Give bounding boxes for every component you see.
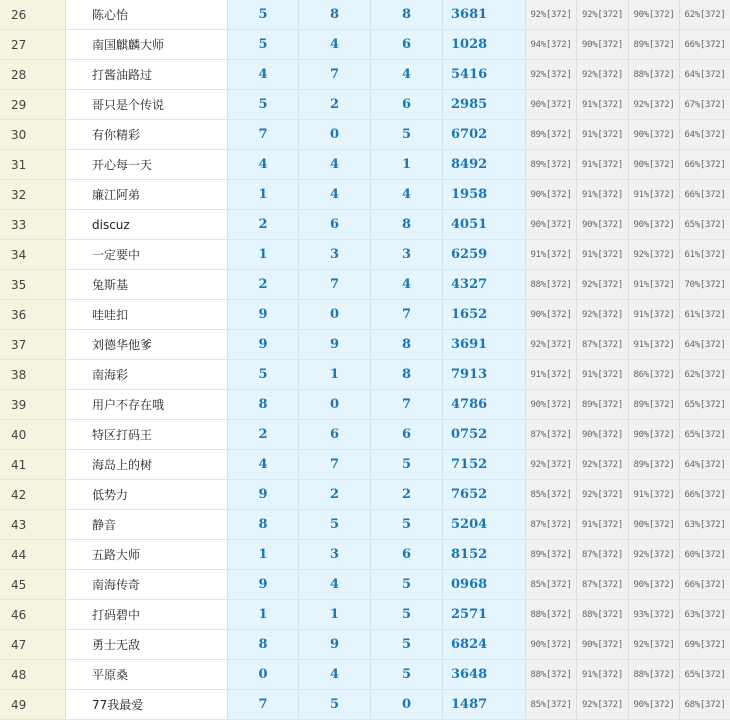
accuracy-4-cell: 62%[372]	[680, 0, 730, 30]
code-cell: 3648	[443, 660, 526, 690]
table-row	[0, 390, 730, 420]
username-cell[interactable]: 廉江阿弟	[66, 180, 228, 210]
accuracy-1-cell: 90%[372]	[526, 180, 577, 210]
digit-1-cell: 5	[228, 360, 299, 390]
accuracy-3-cell: 90%[372]	[629, 570, 680, 600]
rank-cell: 43	[0, 510, 66, 540]
username-cell[interactable]: 平原桑	[66, 660, 228, 690]
accuracy-4-cell: 64%[372]	[680, 120, 730, 150]
code-cell: 3681	[443, 0, 526, 30]
accuracy-1-cell: 90%[372]	[526, 300, 577, 330]
digit-1-cell: 4	[228, 150, 299, 180]
code-cell: 7913	[443, 360, 526, 390]
accuracy-1-cell: 90%[372]	[526, 390, 577, 420]
code-cell: 3691	[443, 330, 526, 360]
rank-cell: 40	[0, 420, 66, 450]
username-cell[interactable]: 开心每一天	[66, 150, 228, 180]
accuracy-2-cell: 91%[372]	[577, 180, 629, 210]
digit-1-cell: 1	[228, 600, 299, 630]
accuracy-4-cell: 66%[372]	[680, 570, 730, 600]
accuracy-2-cell: 92%[372]	[577, 270, 629, 300]
accuracy-1-cell: 94%[372]	[526, 30, 577, 60]
table-row	[0, 270, 730, 300]
username-cell[interactable]: 打码碧中	[66, 600, 228, 630]
digit-2-cell: 4	[299, 30, 371, 60]
digit-1-cell: 1	[228, 240, 299, 270]
accuracy-1-cell: 91%[372]	[526, 240, 577, 270]
username-cell[interactable]: 有你精彩	[66, 120, 228, 150]
accuracy-4-cell: 64%[372]	[680, 450, 730, 480]
username-cell[interactable]: 静音	[66, 510, 228, 540]
digit-1-cell: 2	[228, 210, 299, 240]
digit-2-cell: 4	[299, 570, 371, 600]
rank-cell: 37	[0, 330, 66, 360]
digit-2-cell: 1	[299, 360, 371, 390]
rank-cell: 31	[0, 150, 66, 180]
code-cell: 6824	[443, 630, 526, 660]
table-row	[0, 600, 730, 630]
accuracy-2-cell: 88%[372]	[577, 600, 629, 630]
accuracy-1-cell: 88%[372]	[526, 660, 577, 690]
digit-3-cell: 4	[371, 270, 443, 300]
accuracy-1-cell: 85%[372]	[526, 480, 577, 510]
digit-3-cell: 8	[371, 360, 443, 390]
digit-1-cell: 5	[228, 90, 299, 120]
digit-1-cell: 9	[228, 570, 299, 600]
digit-1-cell: 8	[228, 630, 299, 660]
username-cell[interactable]: 一定要中	[66, 240, 228, 270]
code-cell: 0968	[443, 570, 526, 600]
table-row	[0, 120, 730, 150]
accuracy-3-cell: 89%[372]	[629, 450, 680, 480]
username-cell[interactable]: discuz	[66, 210, 228, 240]
digit-1-cell: 9	[228, 480, 299, 510]
table-row	[0, 330, 730, 360]
digit-3-cell: 8	[371, 0, 443, 30]
rank-cell: 34	[0, 240, 66, 270]
accuracy-1-cell: 87%[372]	[526, 510, 577, 540]
accuracy-1-cell: 85%[372]	[526, 690, 577, 720]
accuracy-2-cell: 90%[372]	[577, 420, 629, 450]
digit-3-cell: 6	[371, 90, 443, 120]
digit-1-cell: 5	[228, 0, 299, 30]
table-row	[0, 60, 730, 90]
digit-1-cell: 7	[228, 120, 299, 150]
digit-2-cell: 0	[299, 120, 371, 150]
username-cell[interactable]: 用户不存在哦	[66, 390, 228, 420]
accuracy-4-cell: 66%[372]	[680, 480, 730, 510]
accuracy-1-cell: 92%[372]	[526, 450, 577, 480]
accuracy-3-cell: 92%[372]	[629, 90, 680, 120]
accuracy-3-cell: 91%[372]	[629, 300, 680, 330]
digit-1-cell: 0	[228, 660, 299, 690]
accuracy-1-cell: 88%[372]	[526, 270, 577, 300]
username-cell[interactable]: 低势力	[66, 480, 228, 510]
accuracy-4-cell: 61%[372]	[680, 240, 730, 270]
digit-3-cell: 5	[371, 570, 443, 600]
table-row	[0, 510, 730, 540]
digit-3-cell: 5	[371, 600, 443, 630]
accuracy-1-cell: 89%[372]	[526, 150, 577, 180]
table-row	[0, 300, 730, 330]
accuracy-2-cell: 91%[372]	[577, 510, 629, 540]
rank-cell: 30	[0, 120, 66, 150]
digit-2-cell: 8	[299, 0, 371, 30]
digit-2-cell: 1	[299, 600, 371, 630]
rank-cell: 28	[0, 60, 66, 90]
digit-1-cell: 8	[228, 510, 299, 540]
digit-3-cell: 5	[371, 120, 443, 150]
digit-1-cell: 2	[228, 420, 299, 450]
accuracy-3-cell: 89%[372]	[629, 30, 680, 60]
accuracy-3-cell: 89%[372]	[629, 390, 680, 420]
table-row	[0, 150, 730, 180]
accuracy-1-cell: 88%[372]	[526, 600, 577, 630]
accuracy-3-cell: 91%[372]	[629, 480, 680, 510]
code-cell: 6259	[443, 240, 526, 270]
accuracy-4-cell: 69%[372]	[680, 630, 730, 660]
code-cell: 2985	[443, 90, 526, 120]
accuracy-4-cell: 63%[372]	[680, 510, 730, 540]
rank-cell: 41	[0, 450, 66, 480]
username-cell[interactable]: 勇士无敌	[66, 630, 228, 660]
accuracy-3-cell: 90%[372]	[629, 690, 680, 720]
digit-2-cell: 2	[299, 90, 371, 120]
username-cell[interactable]: 兔斯基	[66, 270, 228, 300]
digit-2-cell: 7	[299, 60, 371, 90]
digit-3-cell: 5	[371, 450, 443, 480]
table-row	[0, 210, 730, 240]
digit-2-cell: 3	[299, 540, 371, 570]
table-row	[0, 480, 730, 510]
table-row	[0, 660, 730, 690]
code-cell: 2571	[443, 600, 526, 630]
table-row	[0, 540, 730, 570]
digit-2-cell: 9	[299, 630, 371, 660]
accuracy-2-cell: 87%[372]	[577, 570, 629, 600]
digit-3-cell: 1	[371, 150, 443, 180]
accuracy-2-cell: 91%[372]	[577, 360, 629, 390]
accuracy-3-cell: 92%[372]	[629, 240, 680, 270]
digit-1-cell: 1	[228, 540, 299, 570]
accuracy-3-cell: 92%[372]	[629, 540, 680, 570]
accuracy-4-cell: 64%[372]	[680, 60, 730, 90]
accuracy-2-cell: 92%[372]	[577, 60, 629, 90]
code-cell: 4786	[443, 390, 526, 420]
accuracy-3-cell: 90%[372]	[629, 120, 680, 150]
accuracy-1-cell: 87%[372]	[526, 420, 577, 450]
username-cell[interactable]: 哇哇扣	[66, 300, 228, 330]
accuracy-3-cell: 93%[372]	[629, 600, 680, 630]
username-cell[interactable]: 77我最爱	[66, 690, 228, 720]
username-cell[interactable]: 特区打码王	[66, 420, 228, 450]
accuracy-2-cell: 92%[372]	[577, 300, 629, 330]
accuracy-4-cell: 66%[372]	[680, 30, 730, 60]
table-row	[0, 0, 730, 30]
code-cell: 4327	[443, 270, 526, 300]
accuracy-3-cell: 90%[372]	[629, 210, 680, 240]
digit-3-cell: 7	[371, 390, 443, 420]
accuracy-2-cell: 92%[372]	[577, 690, 629, 720]
accuracy-4-cell: 62%[372]	[680, 360, 730, 390]
digit-2-cell: 6	[299, 210, 371, 240]
accuracy-1-cell: 92%[372]	[526, 0, 577, 30]
username-cell[interactable]: 南海彩	[66, 360, 228, 390]
accuracy-1-cell: 90%[372]	[526, 210, 577, 240]
code-cell: 1487	[443, 690, 526, 720]
accuracy-4-cell: 65%[372]	[680, 210, 730, 240]
code-cell: 7152	[443, 450, 526, 480]
digit-2-cell: 4	[299, 660, 371, 690]
accuracy-2-cell: 91%[372]	[577, 240, 629, 270]
accuracy-3-cell: 90%[372]	[629, 0, 680, 30]
rank-cell: 45	[0, 570, 66, 600]
digit-3-cell: 8	[371, 330, 443, 360]
digit-1-cell: 7	[228, 690, 299, 720]
table-row	[0, 630, 730, 660]
digit-3-cell: 0	[371, 690, 443, 720]
accuracy-3-cell: 92%[372]	[629, 630, 680, 660]
rank-cell: 26	[0, 0, 66, 30]
table-row	[0, 420, 730, 450]
rank-cell: 38	[0, 360, 66, 390]
code-cell: 8492	[443, 150, 526, 180]
digit-2-cell: 6	[299, 420, 371, 450]
digit-2-cell: 7	[299, 270, 371, 300]
username-cell[interactable]: 陈心怡	[66, 0, 228, 30]
digit-2-cell: 9	[299, 330, 371, 360]
code-cell: 4051	[443, 210, 526, 240]
code-cell: 5204	[443, 510, 526, 540]
accuracy-2-cell: 92%[372]	[577, 450, 629, 480]
digit-3-cell: 2	[371, 480, 443, 510]
digit-2-cell: 3	[299, 240, 371, 270]
digit-2-cell: 0	[299, 300, 371, 330]
accuracy-2-cell: 92%[372]	[577, 0, 629, 30]
accuracy-3-cell: 86%[372]	[629, 360, 680, 390]
rank-cell: 29	[0, 90, 66, 120]
digit-1-cell: 4	[228, 450, 299, 480]
accuracy-4-cell: 65%[372]	[680, 660, 730, 690]
digit-2-cell: 5	[299, 510, 371, 540]
accuracy-4-cell: 65%[372]	[680, 390, 730, 420]
digit-3-cell: 5	[371, 510, 443, 540]
accuracy-4-cell: 66%[372]	[680, 180, 730, 210]
table-row	[0, 90, 730, 120]
accuracy-1-cell: 91%[372]	[526, 360, 577, 390]
accuracy-4-cell: 68%[372]	[680, 690, 730, 720]
code-cell: 0752	[443, 420, 526, 450]
accuracy-3-cell: 88%[372]	[629, 660, 680, 690]
rank-cell: 42	[0, 480, 66, 510]
digit-3-cell: 6	[371, 540, 443, 570]
code-cell: 1958	[443, 180, 526, 210]
code-cell: 8152	[443, 540, 526, 570]
accuracy-4-cell: 70%[372]	[680, 270, 730, 300]
digit-1-cell: 5	[228, 30, 299, 60]
accuracy-2-cell: 90%[372]	[577, 630, 629, 660]
accuracy-2-cell: 87%[372]	[577, 330, 629, 360]
digit-2-cell: 5	[299, 690, 371, 720]
accuracy-2-cell: 91%[372]	[577, 90, 629, 120]
digit-2-cell: 4	[299, 180, 371, 210]
accuracy-2-cell: 90%[372]	[577, 30, 629, 60]
table-row	[0, 570, 730, 600]
table-row	[0, 690, 730, 720]
accuracy-4-cell: 64%[372]	[680, 330, 730, 360]
accuracy-3-cell: 91%[372]	[629, 180, 680, 210]
digit-1-cell: 4	[228, 60, 299, 90]
accuracy-3-cell: 90%[372]	[629, 150, 680, 180]
table-row	[0, 240, 730, 270]
accuracy-2-cell: 87%[372]	[577, 540, 629, 570]
code-cell: 1652	[443, 300, 526, 330]
accuracy-2-cell: 91%[372]	[577, 150, 629, 180]
rank-cell: 49	[0, 690, 66, 720]
digit-3-cell: 5	[371, 630, 443, 660]
rank-cell: 47	[0, 630, 66, 660]
digit-3-cell: 6	[371, 30, 443, 60]
accuracy-4-cell: 65%[372]	[680, 420, 730, 450]
code-cell: 5416	[443, 60, 526, 90]
rank-cell: 33	[0, 210, 66, 240]
table-row	[0, 450, 730, 480]
digit-3-cell: 4	[371, 180, 443, 210]
digit-2-cell: 4	[299, 150, 371, 180]
rank-cell: 36	[0, 300, 66, 330]
digit-2-cell: 2	[299, 480, 371, 510]
rank-cell: 48	[0, 660, 66, 690]
digit-1-cell: 9	[228, 330, 299, 360]
digit-3-cell: 7	[371, 300, 443, 330]
digit-3-cell: 6	[371, 420, 443, 450]
rank-cell: 44	[0, 540, 66, 570]
accuracy-4-cell: 67%[372]	[680, 90, 730, 120]
accuracy-1-cell: 90%[372]	[526, 90, 577, 120]
digit-1-cell: 9	[228, 300, 299, 330]
digit-3-cell: 4	[371, 60, 443, 90]
accuracy-4-cell: 66%[372]	[680, 150, 730, 180]
accuracy-3-cell: 90%[372]	[629, 420, 680, 450]
code-cell: 1028	[443, 30, 526, 60]
digit-2-cell: 0	[299, 390, 371, 420]
accuracy-2-cell: 90%[372]	[577, 210, 629, 240]
accuracy-4-cell: 61%[372]	[680, 300, 730, 330]
username-cell[interactable]: 海岛上的树	[66, 450, 228, 480]
digit-3-cell: 5	[371, 660, 443, 690]
table-row	[0, 180, 730, 210]
accuracy-3-cell: 88%[372]	[629, 60, 680, 90]
accuracy-1-cell: 92%[372]	[526, 330, 577, 360]
digit-3-cell: 3	[371, 240, 443, 270]
accuracy-1-cell: 90%[372]	[526, 630, 577, 660]
accuracy-2-cell: 89%[372]	[577, 390, 629, 420]
table-row	[0, 30, 730, 60]
username-cell[interactable]: 打酱油路过	[66, 60, 228, 90]
rank-cell: 35	[0, 270, 66, 300]
digit-2-cell: 7	[299, 450, 371, 480]
username-cell[interactable]: 五路大师	[66, 540, 228, 570]
accuracy-3-cell: 90%[372]	[629, 510, 680, 540]
digit-1-cell: 8	[228, 390, 299, 420]
accuracy-1-cell: 89%[372]	[526, 540, 577, 570]
accuracy-3-cell: 91%[372]	[629, 270, 680, 300]
username-cell[interactable]: 哥只是个传说	[66, 90, 228, 120]
accuracy-2-cell: 92%[372]	[577, 480, 629, 510]
accuracy-1-cell: 85%[372]	[526, 570, 577, 600]
accuracy-1-cell: 92%[372]	[526, 60, 577, 90]
table-row	[0, 360, 730, 390]
username-cell[interactable]: 刘德华他爹	[66, 330, 228, 360]
rank-cell: 27	[0, 30, 66, 60]
username-cell[interactable]: 南海传奇	[66, 570, 228, 600]
accuracy-4-cell: 63%[372]	[680, 600, 730, 630]
accuracy-4-cell: 60%[372]	[680, 540, 730, 570]
rank-cell: 39	[0, 390, 66, 420]
accuracy-2-cell: 91%[372]	[577, 660, 629, 690]
code-cell: 7652	[443, 480, 526, 510]
rank-cell: 46	[0, 600, 66, 630]
digit-1-cell: 1	[228, 180, 299, 210]
accuracy-2-cell: 91%[372]	[577, 120, 629, 150]
accuracy-3-cell: 91%[372]	[629, 330, 680, 360]
accuracy-1-cell: 89%[372]	[526, 120, 577, 150]
digit-1-cell: 2	[228, 270, 299, 300]
code-cell: 6702	[443, 120, 526, 150]
rank-cell: 32	[0, 180, 66, 210]
digit-3-cell: 8	[371, 210, 443, 240]
username-cell[interactable]: 南国麒麟大师	[66, 30, 228, 60]
